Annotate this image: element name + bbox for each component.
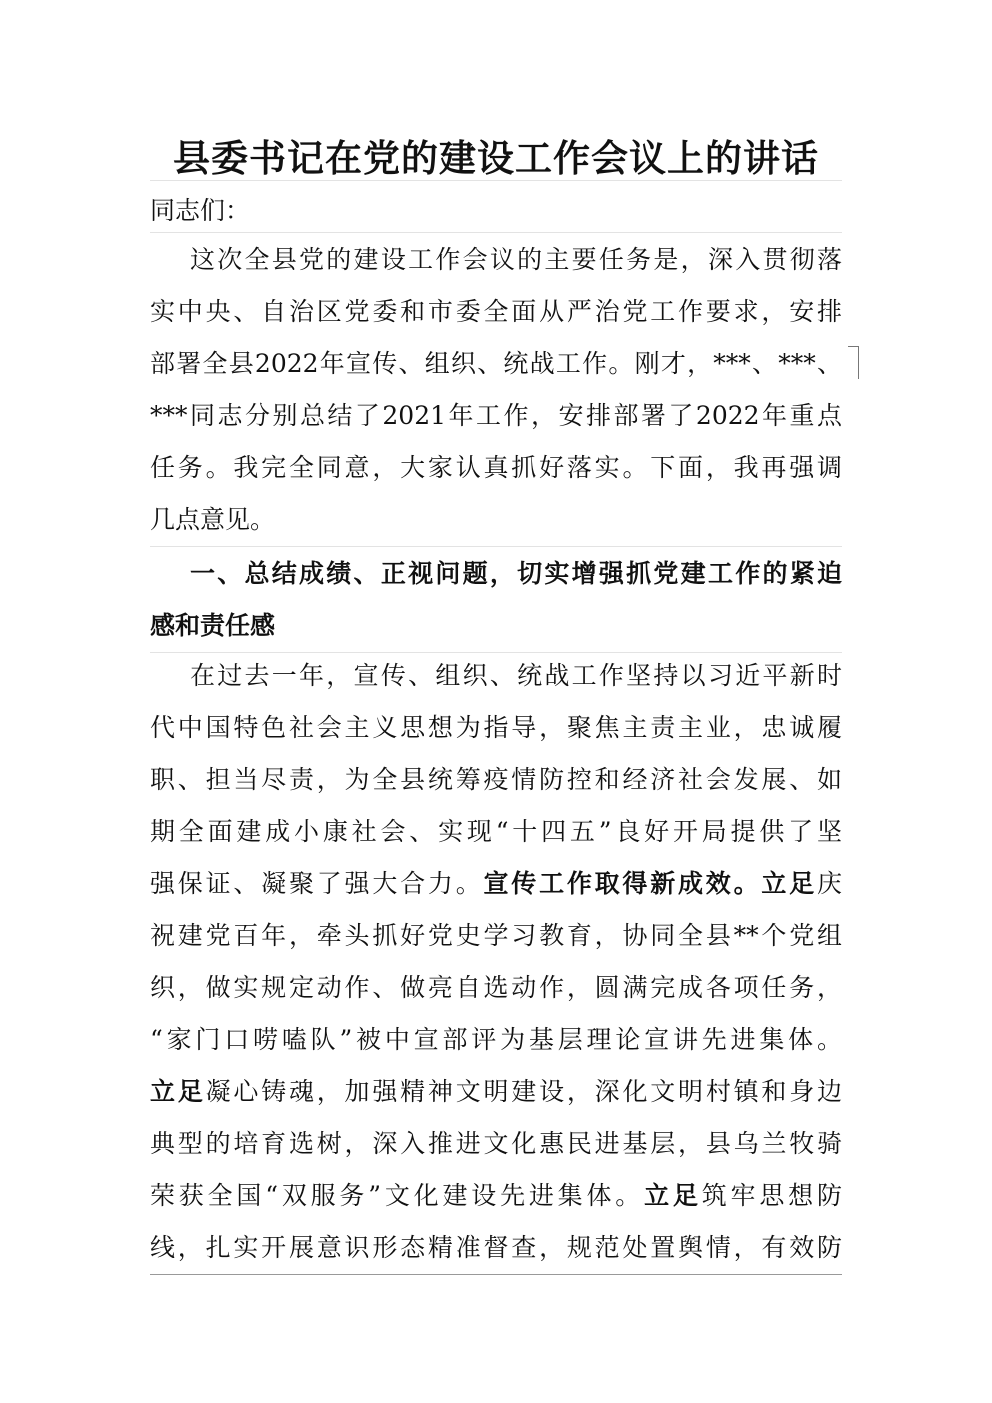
- bold-phrase: 宣传工作取得新成效。立足: [483, 869, 817, 898]
- body-line: [150, 1066, 842, 1118]
- body-line: 织，做实规定动作、做亮自选动作，圆满完成各项任务，: [150, 973, 842, 1002]
- section-heading: 感和责任感: [150, 611, 276, 640]
- salutation: 同志们：: [150, 196, 251, 225]
- body-line: 代中国特色社会主义思想为指导，聚焦主责主业，忠诚履: [150, 713, 842, 742]
- margin-corner-mark: [848, 346, 859, 379]
- body-text: 荣获全国“双服务”文化建设先进集体。: [150, 1181, 645, 1210]
- section-heading: 一、总结成绩、正视问题，切实增强抓党建工作的紧迫: [190, 559, 842, 588]
- body-line: 典型的培育选树，深入推进文化惠民进基层，县乌兰牧骑: [150, 1129, 842, 1158]
- intro-line: 实中央、自治区党委和市委全面从严治党工作要求，安排: [150, 297, 842, 326]
- document-title: 县委书记在党的建设工作会议上的讲话: [173, 136, 819, 180]
- body-text: 凝心铸魂，加强精神文明建设，深化文明村镇和身边: [205, 1077, 842, 1106]
- intro-line: 部署全县2022年宣传、组织、统战工作。刚才，***、***、: [150, 349, 842, 378]
- body-text: 庆: [816, 869, 842, 898]
- body-text: 筑牢思想防: [701, 1181, 842, 1210]
- body-line: “家门口唠嗑队”被中宣部评为基层理论宣讲先进集体。: [150, 1025, 842, 1054]
- page-bottom-rule: [150, 1274, 842, 1275]
- intro-line: 几点意见。: [150, 505, 276, 534]
- title-divider: [150, 180, 842, 181]
- body-line: 在过去一年，宣传、组织、统战工作坚持以习近平新时: [190, 661, 842, 690]
- body-line: [150, 858, 842, 910]
- body-text: 强保证、凝聚了强大合力。: [150, 869, 484, 898]
- bold-phrase: 立足: [644, 1181, 702, 1210]
- body-line: 职、担当尽责，为全县统筹疫情防控和经济社会发展、如: [150, 765, 842, 794]
- intro-line: 这次全县党的建设工作会议的主要任务是，深入贯彻落: [190, 245, 842, 274]
- document-page: [150, 0, 842, 1403]
- bold-phrase: 立足: [150, 1077, 206, 1106]
- paragraph-divider: [150, 546, 842, 547]
- body-line: 线，扎实开展意识形态精准督查，规范处置舆情，有效防: [150, 1233, 842, 1262]
- body-line: 祝建党百年，牵头抓好党史学习教育，协同全县**个党组: [150, 921, 842, 950]
- body-line: [150, 1170, 842, 1222]
- intro-line: ***同志分别总结了2021年工作，安排部署了2022年重点: [150, 401, 842, 430]
- salutation-divider: [150, 232, 842, 233]
- body-line: 期全面建成小康社会、实现“十四五”良好开局提供了坚: [150, 817, 842, 846]
- intro-line: 任务。我完全同意，大家认真抓好落实。下面，我再强调: [150, 453, 842, 482]
